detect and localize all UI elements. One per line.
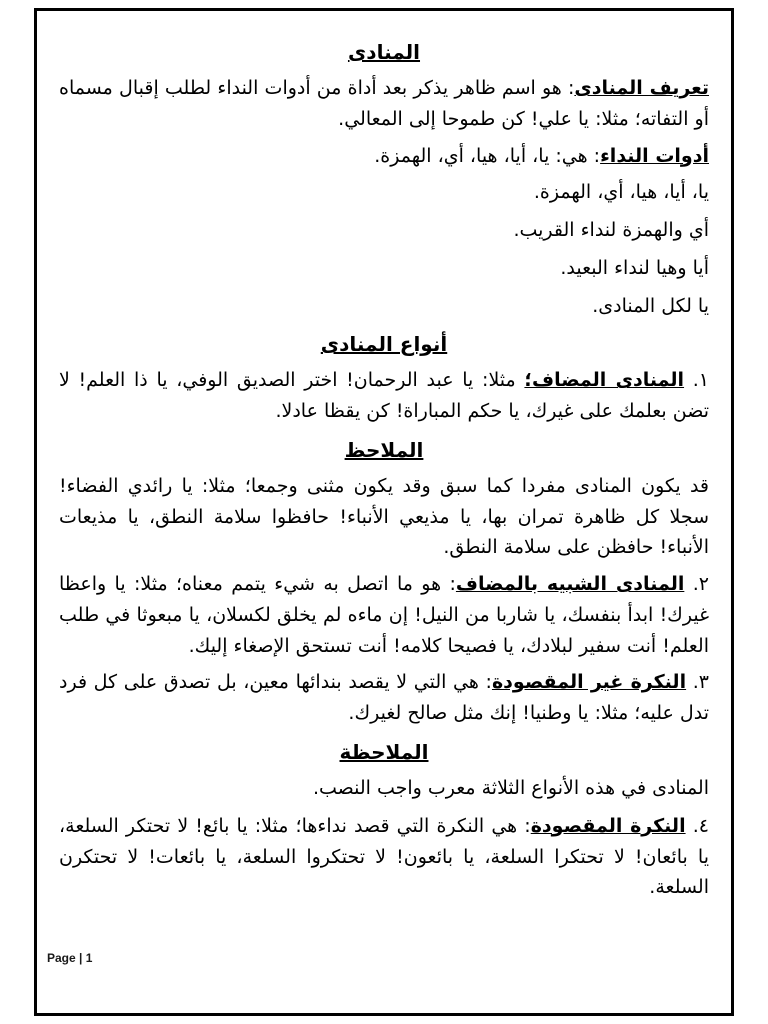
item-3-text: : هي التي لا يقصد بندائها معين، بل تصدق على كل فرد تدل عليه؛ مثلا: يا وطنيا! إنك مثل صالح لغيرك.	[59, 671, 709, 725]
tool-line-1: يا، أيا، هيا، أي، الهمزة.	[533, 181, 709, 204]
tools-paragraph	[59, 141, 709, 172]
item-4-number: ٤.	[685, 814, 709, 837]
tool-line-4: يا لكل المنادى.	[592, 294, 709, 317]
item-4-text: : هي النكرة التي قصد نداءها؛ مثلا: يا بائع! لا تحتكر السلعة، يا بائعان! لا تحتكرا السلعة، يا بائعون! لا تحتكروا السلعة، يا بائعات! لا تحتكرن السلعة.	[59, 814, 709, 899]
note-text-2: المنادى في هذه الأنواع الثلاثة معرب واجب النصب.	[312, 777, 709, 800]
definition-paragraph	[59, 73, 709, 135]
item-2-text: : هو ما اتصل به شيء يتمم معناه؛ مثلا: يا واعظا غيرك! ابدأ بنفسك، يا شاربا من النيل! إن ماءه لم يخلق لكسلان، يا مبعوثا في طلب العلم! أنت سفير لبلادك، يا فصيحا كلامه! أنت تستحق الإصغاء إليك.	[59, 573, 709, 657]
tool-line-2: أي والهمزة لنداء القريب.	[513, 219, 709, 242]
tool-line-3: أيا وهيا لنداء البعيد.	[560, 256, 709, 279]
item-2-number: ٢.	[684, 573, 709, 596]
item-2-lead: المنادى الشبيه بالمضاف	[455, 573, 685, 596]
definition-text: : هو اسم ظاهر يذكر بعد أداة من أدوات النداء لطلب إقبال مسماه أو التفاته؛ مثلا: يا علي! كن طموحا إلى المعالي.	[59, 77, 709, 130]
note-heading-1: الملاحظ	[344, 437, 424, 462]
tools-lead: أدوات النداء	[600, 144, 709, 167]
page-number-footer: Page | 1	[47, 951, 93, 965]
item-1-paragraph	[59, 365, 709, 427]
item-1-number: ١.	[684, 369, 710, 392]
item-3-number: ٣.	[686, 671, 709, 694]
item-3-lead: النكرة غير المقصودة	[491, 671, 687, 694]
item-1-lead: المنادى المضاف؛	[524, 369, 685, 392]
note-heading-2: الملاحظة	[339, 740, 429, 765]
item-2-paragraph	[59, 569, 709, 661]
doc-title: المنادى	[347, 40, 421, 64]
item-3-paragraph	[59, 667, 709, 729]
tools-text: : هي: يا، أيا، هيا، أي، الهمزة.	[374, 144, 601, 167]
types-heading: أنواع المنادى	[320, 332, 448, 357]
page-border-frame	[34, 8, 734, 1016]
note-paragraph-1: قد يكون المنادى مفردا كما سبق وقد يكون مثنى وجمعا؛ مثلا: يا رائدي الفضاء! سجلا كل ظاهرة تمران بها، يا مذيعي الأنباء! حافظوا سلامة النطق، يا مذيعات الأنباء! حافظن على سلامة النطق.	[59, 474, 709, 559]
item-4-paragraph	[59, 811, 709, 903]
item-4-lead: النكرة المقصودة	[530, 814, 686, 837]
item-1-text: مثلا: يا عبد الرحمان! اختر الصديق الوفي، يا ذا العلم! لا تضن بعلمك على غيرك، يا حكم المباراة! كن يقظا عادلا.	[59, 369, 709, 423]
document-content	[59, 29, 709, 909]
definition-lead: تعريف المنادى	[574, 77, 710, 99]
